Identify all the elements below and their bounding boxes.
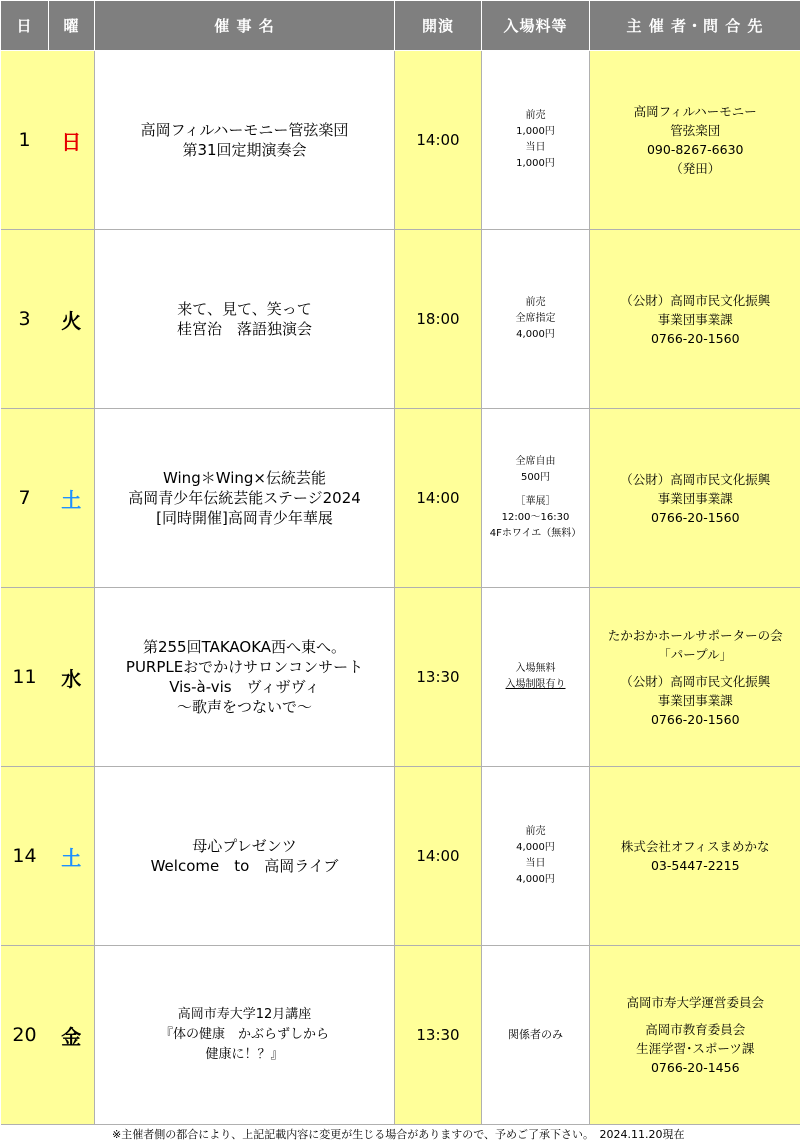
event-title-line: PURPLEおでかけサロンコンサート <box>125 658 364 676</box>
start-time-cell: 14:00 <box>395 51 482 230</box>
fee-line: 前売 <box>525 297 546 308</box>
organizer-line: （公財）高岡市民文化振興 <box>620 471 771 487</box>
fee-cell <box>482 230 590 409</box>
organizer-line: （公財）高岡市民文化振興 <box>620 673 771 689</box>
weekday-cell: 金 <box>49 946 95 1125</box>
event-title-line: 高岡青少年伝統芸能ステージ2024 <box>128 489 361 507</box>
organizer-line: 生涯学習･スポーツ課 <box>636 1041 755 1056</box>
fee-cell <box>482 588 590 767</box>
fee-cell <box>482 51 590 230</box>
organizer-line: 0766-20-1560 <box>650 330 740 346</box>
organizer-line: 高岡市教育委員会 <box>645 1022 746 1037</box>
fee-line: 12:00～16:30 <box>501 512 570 523</box>
fee-line: 1,000円 <box>516 126 555 137</box>
fee-cell <box>482 409 590 588</box>
organizer-spacer <box>594 664 797 672</box>
day-cell: 3 <box>1 230 49 409</box>
header-organizer: 主 催 者・問 合 先 <box>590 1 800 51</box>
header-fee: 入場料等 <box>482 1 590 51</box>
start-time-cell: 14:00 <box>395 409 482 588</box>
event-title-line: 第255回TAKAOKA西へ東へ。 <box>142 638 347 656</box>
day-cell: 20 <box>1 946 49 1125</box>
fee-line: 4,000円 <box>516 329 555 340</box>
event-title-cell <box>95 51 395 230</box>
organizer-cell <box>590 409 800 588</box>
organizer-line: 株式会社オフィスまめかな <box>620 839 770 854</box>
day-cell: 1 <box>1 51 49 230</box>
fee-line: 1,000円 <box>516 158 555 169</box>
table-row <box>1 51 800 230</box>
organizer-line: 「パープル」 <box>658 646 733 662</box>
event-title-line: ～歌声をつないで～ <box>176 698 312 716</box>
event-title-cell <box>95 946 395 1125</box>
weekday-cell: 土 <box>49 409 95 588</box>
event-title-line: 第31回定期演奏会 <box>182 141 307 159</box>
start-time-cell: 13:30 <box>395 588 482 767</box>
organizer-cell <box>590 767 800 946</box>
event-title-line: Wing＊Wing×伝統芸能 <box>163 469 326 487</box>
organizer-line: 高岡市寿大学運営委員会 <box>626 995 764 1010</box>
weekday-cell: 水 <box>49 588 95 767</box>
event-title-cell <box>95 588 395 767</box>
event-title-cell <box>95 767 395 946</box>
event-title-line: 高岡フィルハーモニー管弦楽団 <box>140 121 349 139</box>
organizer-line: （公財）高岡市民文化振興 <box>620 292 771 308</box>
organizer-line: 0766-20-1456 <box>650 1060 740 1075</box>
fee-line: 4,000円 <box>516 874 555 885</box>
event-title-line: 高岡市寿大学12月講座 <box>177 1007 312 1022</box>
event-title-line: [同時開催]高岡青少年華展 <box>156 509 333 527</box>
event-title-cell <box>95 230 395 409</box>
table-row <box>1 946 800 1125</box>
header-day: 日 <box>1 1 49 51</box>
fee-line: 当日 <box>525 142 546 153</box>
fee-line: 全席指定 <box>515 313 556 324</box>
organizer-line: たかおかホールサポーターの会 <box>607 627 783 643</box>
table-row <box>1 767 800 946</box>
organizer-cell <box>590 588 800 767</box>
event-title-line: 『体の健康 かぶらずしから <box>159 1027 329 1042</box>
fee-line: ［華展］ <box>515 496 556 507</box>
fee-line: 4,000円 <box>516 842 555 853</box>
organizer-cell <box>590 51 800 230</box>
event-title-line: 母心プレゼンツ <box>192 837 297 855</box>
event-title-cell <box>95 409 395 588</box>
event-title-line: 健康に！？』 <box>205 1047 284 1062</box>
fee-line: 前売 <box>525 110 546 121</box>
organizer-spacer <box>594 1012 797 1020</box>
event-title-line: 来て、見て、笑って <box>177 300 312 318</box>
day-cell: 14 <box>1 767 49 946</box>
day-cell: 7 <box>1 409 49 588</box>
organizer-line: 事業団事業課 <box>657 311 733 327</box>
table-row <box>1 230 800 409</box>
organizer-line: 090-8267-6630 <box>646 142 744 157</box>
fee-cell <box>482 946 590 1125</box>
organizer-line: 事業団事業課 <box>657 490 733 506</box>
event-title-line: Vis-à-vis ヴィザヴィ <box>169 678 320 696</box>
header-weekday: 曜 <box>49 1 95 51</box>
header-time: 開演 <box>395 1 482 51</box>
fee-spacer <box>486 486 585 494</box>
fee-line: 入場無料 <box>515 663 556 674</box>
weekday-cell: 火 <box>49 230 95 409</box>
organizer-line: （発田） <box>670 161 721 176</box>
fee-line: 当日 <box>525 858 546 869</box>
table-row <box>1 588 800 767</box>
organizer-line: 03-5447-2215 <box>650 858 740 873</box>
organizer-line: 0766-20-1560 <box>650 509 740 525</box>
organizer-cell <box>590 946 800 1125</box>
header-row <box>1 1 800 51</box>
organizer-line: 0766-20-1560 <box>650 711 740 727</box>
fee-cell <box>482 767 590 946</box>
event-title-line: Welcome to 高岡ライブ <box>150 857 339 875</box>
fee-line: 4Fホワイエ（無料） <box>489 528 582 539</box>
footer-note: ※主催者側の都合により、上記記載内容に変更が生じる場合がありますので、予めご了承下さい。 2024.11.20現在 <box>112 1128 685 1141</box>
event-title-line: 桂宮治 落語独演会 <box>176 320 312 338</box>
day-cell: 11 <box>1 588 49 767</box>
organizer-line: 事業団事業課 <box>657 692 733 708</box>
start-time-cell: 13:30 <box>395 946 482 1125</box>
organizer-line: 管弦楽団 <box>670 123 721 138</box>
weekday-cell: 日 <box>49 51 95 230</box>
organizer-cell <box>590 230 800 409</box>
fee-line: 入場制限有り <box>505 679 566 690</box>
fee-line: 全席自由 <box>515 456 556 467</box>
table-row <box>1 409 800 588</box>
weekday-cell: 土 <box>49 767 95 946</box>
organizer-line: 高岡フィルハーモニー <box>633 104 757 119</box>
header-event: 催 事 名 <box>95 1 395 51</box>
start-time-cell: 18:00 <box>395 230 482 409</box>
fee-line: 関係者のみ <box>508 1028 563 1041</box>
fee-line: 500円 <box>520 472 551 483</box>
fee-line: 前売 <box>525 826 546 837</box>
start-time-cell: 14:00 <box>395 767 482 946</box>
